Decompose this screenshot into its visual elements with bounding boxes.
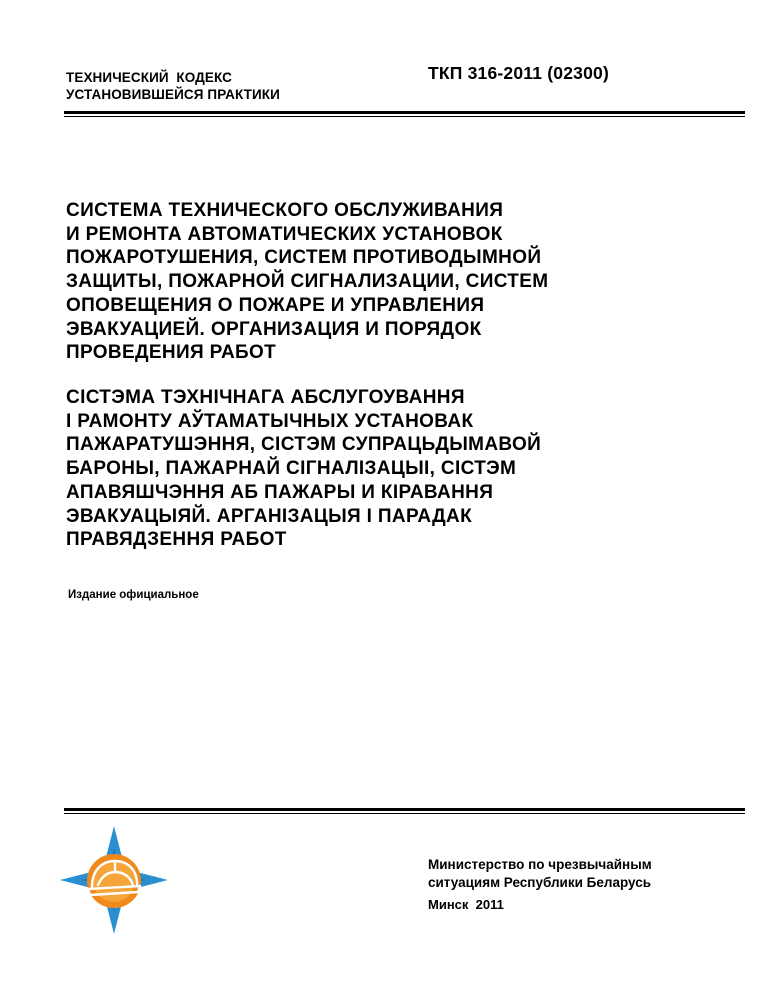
footer-rule-thin [64,813,745,814]
edition-label: Издание официальное [68,589,199,601]
title-ru-line: ПРОВЕДЕНИЯ РАБОТ [66,342,277,364]
place-year: Минск 2011 [428,897,504,912]
title-by-line: ЭВАКУАЦЫЯЙ. АРГАНІЗАЦЫЯ І ПАРАДАК [66,505,473,527]
title-ru [66,199,548,365]
title-ru-line: И РЕМОНТА АВТОМАТИЧЕСКИХ УСТАНОВОК [66,223,503,245]
title-ru-line: ПОЖАРОТУШЕНИЯ, СИСТЕМ ПРОТИВОДЫМНОЙ [66,247,542,269]
title-by-line: ПРАВЯДЗЕННЯ РАБОТ [66,529,287,551]
title-by-line: І РАМОНТУ АЎТАМАТЫЧНЫХ УСТАНОВАК [66,410,474,432]
code-type-line: УСТАНОВИВШЕЙСЯ ПРАКТИКИ [66,87,280,102]
title-by [66,386,541,552]
title-ru-line: ЗАЩИТЫ, ПОЖАРНОЙ СИГНАЛИЗАЦИИ, СИСТЕМ [66,271,549,293]
title-by-line: БАРОНЫ, ПАЖАРНАЙ СІГНАЛІЗАЦЫІ, СІСТЭМ [66,458,517,480]
publisher-line: Министерство по чрезвычайным [428,857,652,872]
emergency-ministry-emblem-icon [58,824,170,936]
title-by-line: ПАЖАРАТУШЭННЯ, СІСТЭМ СУПРАЦЬДЫМАВОЙ [66,434,542,456]
code-number: ТКП 316-2011 (02300) [428,63,609,83]
header-rule-thin [64,116,745,117]
code-type-line: ТЕХНИЧЕСКИЙ КОДЕКС [66,70,232,85]
title-ru-line: ЭВАКУАЦИЕЙ. ОРГАНИЗАЦИЯ И ПОРЯДОК [66,318,482,340]
title-by-line: АПАВЯШЧЭННЯ АБ ПАЖАРЫ И КІРАВАННЯ [66,481,494,503]
title-ru-line: ОПОВЕЩЕНИЯ О ПОЖАРЕ И УПРАВЛЕНИЯ [66,294,485,316]
code-type [66,69,280,103]
title-ru-line: СИСТЕМА ТЕХНИЧЕСКОГО ОБСЛУЖИВАНИЯ [66,200,504,221]
publisher [428,856,652,892]
header-rule-thick [64,111,745,114]
title-by-line: СІСТЭМА ТЭХНІЧНАГА АБСЛУГОУВАННЯ [66,387,465,408]
footer-rule-thick [64,808,745,811]
publisher-line: ситуациям Республики Беларусь [428,875,652,890]
